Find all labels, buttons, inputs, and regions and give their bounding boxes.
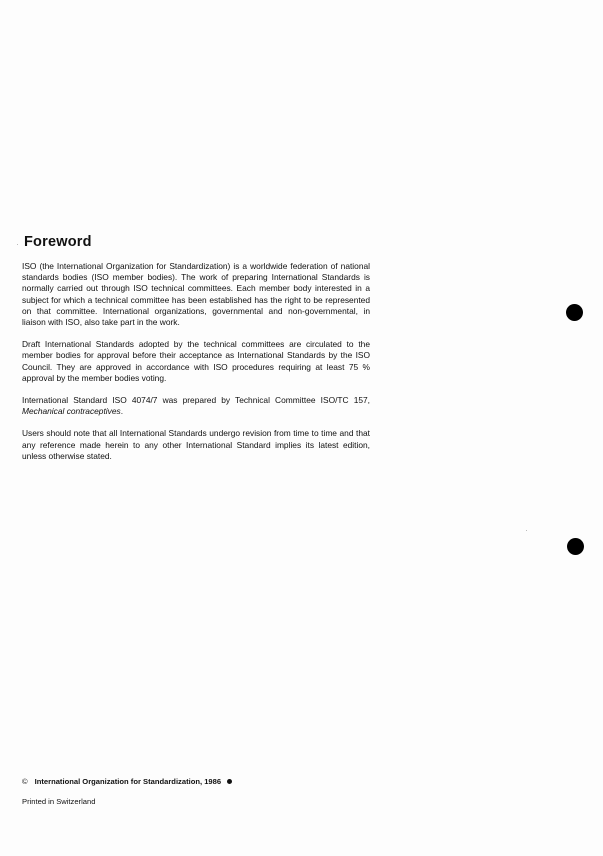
copyright-icon: © <box>22 777 28 786</box>
scan-speck <box>17 244 18 245</box>
printed-location: Printed in Switzerland <box>22 797 96 806</box>
copyright-text: International Organization for Standardization, 1986 <box>34 777 222 786</box>
bullet-icon <box>227 779 232 784</box>
foreword-body <box>22 261 370 473</box>
punch-hole-icon <box>567 538 584 555</box>
paragraph-revision-note: Users should note that all International Standards undergo revision from time to time and that any reference made herein to any other International Standard implies its latest edition, unless otherwise stated. <box>22 428 370 461</box>
paragraph-draft-standards: Draft International Standards adopted by the technical committees are circulated to the member bodies for approval before their acceptance as International Standards by the ISO Council. They are approved in accordance with ISO procedures requiring at least 75 % approval by the member bodies voting. <box>22 339 370 383</box>
scan-speck <box>526 530 527 531</box>
punch-hole-icon <box>566 304 583 321</box>
copyright-line <box>22 777 232 786</box>
paragraph-prepared-by <box>22 395 370 417</box>
prepared-by-end: . <box>120 406 124 417</box>
prepared-by-text: International Standard ISO 4074/7 was prepared by Technical Committee ISO/TC 157, <box>22 395 370 406</box>
page-title: Foreword <box>24 234 92 250</box>
committee-title: Mechanical contraceptives <box>22 406 121 417</box>
paragraph-iso-intro: ISO (the International Organization for Standardization) is a worldwide federation of national standards bodies (ISO member bodies). The work of preparing International Standards is normally carried out through ISO technical committees. Each member body interested in a subject for which a technical committee has been established has the right to be represented on that committee. International organizations, governmental and non-governmental, in liaison with ISO, also take part in the work. <box>22 261 370 328</box>
